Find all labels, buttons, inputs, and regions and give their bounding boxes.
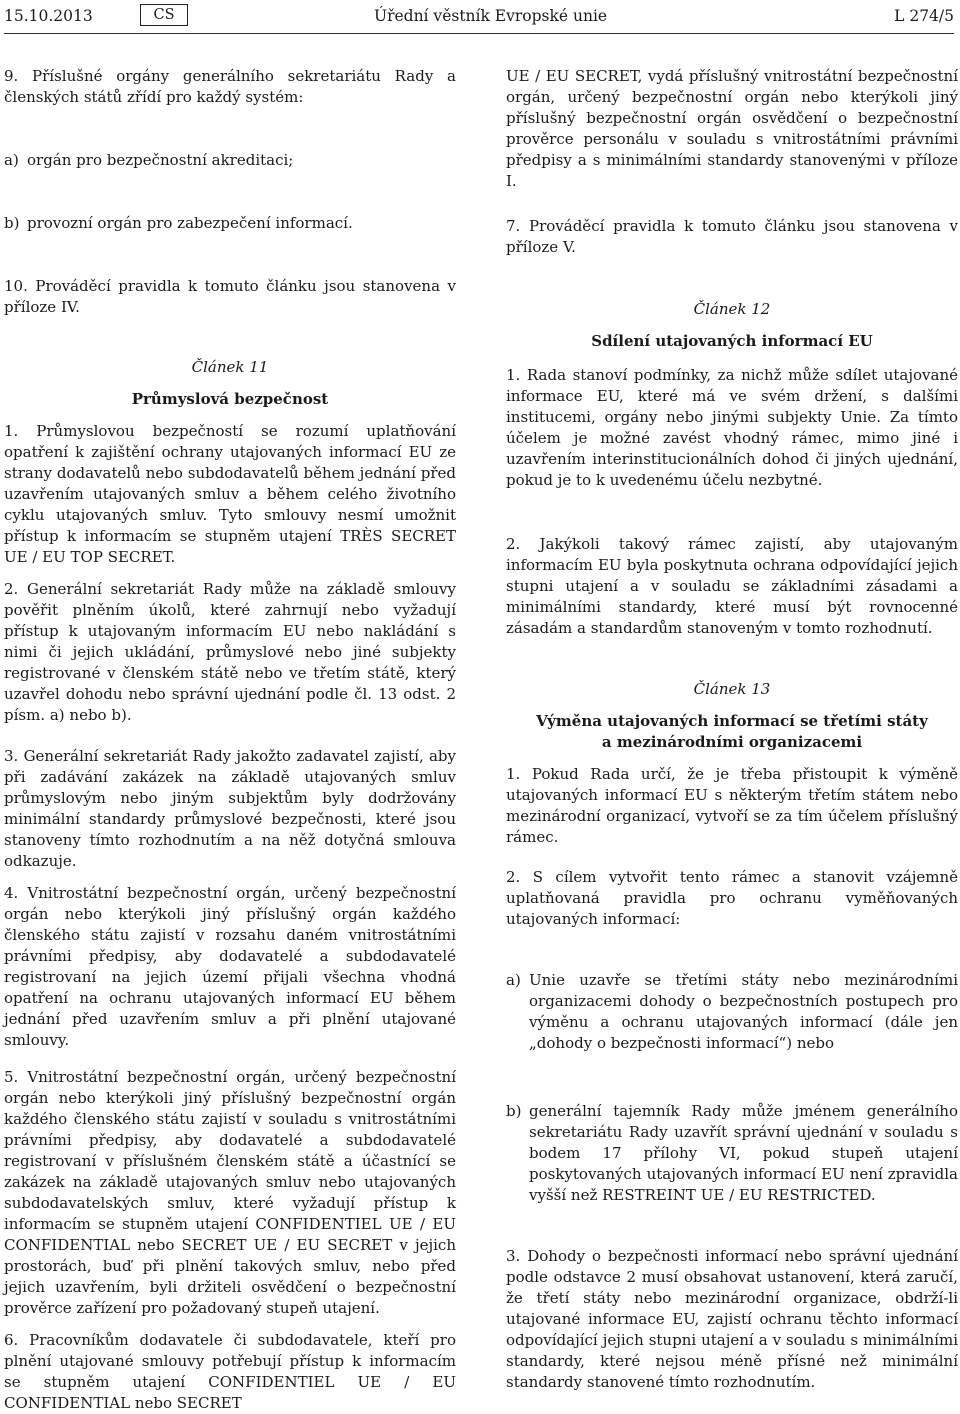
article-11-paragraph-2: 2. Generální sekretariát Rady může na základě smlouvy pověřit plněním úkolů, které zahrnují nebo vyžadují přístup k utajovaným informacím EU nebo nakládání s nimi či jejich ukládání, průmyslové nebo jiné subjekty registrované v členském státě nebo ve třetím státě, který uzavřel dohodu nebo správní ujednání podle čl. 13 odst. 2 písm. a) nebo b). (4, 580, 456, 724)
article-12-title: Sdílení utajovaných informací EU (591, 332, 873, 350)
list-text: generální tajemník Rady může jménem generálního sekretariátu Rady uzavřít správní ujednání v souladu s bodem 17 přílohy VI, pokud stupeň utajení poskytovaných utajovaných informací EU není zpravidla vyšší než RESTREINT UE / EU RESTRICTED. (529, 1102, 958, 1204)
journal-title: Úřední věstník Evropské unie (374, 7, 608, 25)
article-12-number: Článek 12 (693, 300, 771, 318)
article-12-paragraph-1: 1. Rada stanoví podmínky, za nichž může sdílet utajované informace EU, které má ve svém držení, s dalšími institucemi, orgány nebo jinými subjekty Unie. Za tímto účelem je možné zavést vhodný rámec, mimo jiné i uzavřením interinstitucionálních dohod či jiných ujednání, pokud je to k uvedenému účelu nezbytné. (506, 366, 958, 489)
list-label: b) (506, 1102, 522, 1120)
article-11-paragraph-3: 3. Generální sekretariát Rady jakožto zadavatel zajistí, aby při zadávání zakázek na základě utajovaných smluv průmyslovým nebo jiným subjektům byly dodržovány minimální standardy průmyslové bezpečnosti, které jsou stanoveny tímto rozhodnutím a na něž dotyčná smlouva odkazuje. (4, 747, 456, 870)
list-label: a) (4, 151, 19, 169)
paragraph-9: 9. Příslušné orgány generálního sekretariátu Rady a členských států zřídí pro každý systém: (4, 67, 456, 106)
paragraph-7: 7. Prováděcí pravidla k tomuto článku jsou stanovena v příloze V. (506, 217, 958, 256)
article-13-paragraph-2: 2. S cílem vytvořit tento rámec a stanovit vzájemně uplatňovaná pravidla pro ochranu vyměňovaných utajovaných informací: (506, 868, 958, 928)
article-11-paragraph-1: 1. Průmyslovou bezpečností se rozumí uplatňování opatření k zajištění ochrany utajovaných informací EU ze strany dodavatelů nebo subdodavatelů během jednání před uzavřením utajovaných smluv a během celého životního cyklu utajovaných smluv. Tyto smlouvy nesmí umožnit přístup k informacím se stupněm utajení TRÈS SECRET UE / EU TOP SECRET. (4, 422, 456, 566)
article-13-title-line-1: Výměna utajovaných informací se třetími státy (536, 712, 928, 730)
paragraph-6-continued: UE / EU SECRET, vydá příslušný vnitrostátní bezpečnostní orgán, určený bezpečnostní orgán nebo kterýkoli jiný příslušný bezpečnostní orgán osvědčení o bezpečnostní prověrce personálu v souladu s vnitrostátními právními předpisy a s minimálními standardy stanovenými v příloze I. (506, 67, 958, 190)
page-header (4, 4, 954, 30)
article-11-paragraph-5: 5. Vnitrostátní bezpečnostní orgán, určený bezpečnostní orgán nebo kterýkoli jiný příslušný bezpečnostní orgán každého členského státu zajistí v souladu s vnitrostátními právními předpisy, aby dodavatelé a subdodavatelé registrovaní v příslušném členském státě a účastnící se zakázek na základě utajovaných smluv nebo utajovaných subdodavatelských smluv, které vyžadují přístup k informacím se stupněm utajení CONFIDENTIEL UE / EU CONFIDENTIAL nebo SECRET UE / EU SECRET v jejich prostorách, buď při plnění takových smluv, nebo před jejich uzavřením, byli držiteli osvědčení o bezpečnostní prověrce zařízení pro požadovaný stupeň utajení. (4, 1068, 456, 1317)
list-item-13a (506, 970, 958, 1054)
article-11-title: Průmyslová bezpečnost (131, 390, 329, 408)
header-divider (4, 33, 954, 34)
list-item-13b (506, 1101, 958, 1206)
page-reference: L 274/5 (894, 7, 954, 25)
publication-date: 15.10.2013 (4, 7, 93, 25)
list-label: a) (506, 971, 521, 989)
list-text: provozní orgán pro zabezpečení informací. (27, 214, 353, 232)
article-12-paragraph-2: 2. Jakýkoli takový rámec zajistí, aby utajovaným informacím EU byla poskytnuta ochrana odpovídající jejich stupni utajení a v souladu se základními zásadami a minimálními standardy, které musí být rovnocenné zásadám a standardům stanoveným v tomto rozhodnutí. (506, 535, 958, 637)
article-13-paragraph-1: 1. Pokud Rada určí, že je třeba přistoupit k výměně utajovaných informací EU s některým třetím státem nebo mezinárodní organizací, vytvoří se za tím účelem příslušný rámec. (506, 765, 958, 846)
list-text: Unie uzavře se třetími státy nebo mezinárodními organizacemi dohody o bezpečnostních postupech pro výměnu a ochranu utajovaných informací (dále jen „dohody o bezpečnosti informací“) nebo (529, 971, 958, 1052)
list-item-9b (4, 213, 456, 234)
list-label: b) (4, 214, 20, 232)
paragraph-10: 10. Prováděcí pravidla k tomuto článku jsou stanovena v příloze IV. (4, 277, 456, 316)
article-11-paragraph-6: 6. Pracovníkům dodavatele či subdodavatele, kteří pro plnění utajované smlouvy potřebují přístup k informacím se stupněm utajení CONFIDENTIEL UE / EU CONFIDENTIAL nebo SECRET (4, 1331, 456, 1412)
list-text: orgán pro bezpečnostní akreditaci; (27, 151, 294, 169)
article-13-number: Článek 13 (693, 680, 771, 698)
article-13-paragraph-3: 3. Dohody o bezpečnosti informací nebo správní ujednání podle odstavce 2 musí obsahovat ustanovení, která zaručí, že třetí státy nebo mezinárodní organizace, obdrží-li utajované informace EU, zajistí ochranu těchto informací odpovídající jejich stupni utajení a v souladu s minimálními standardy, které nejsou méně přísné než minimální standardy stanovené tímto rozhodnutím. (506, 1247, 958, 1391)
article-13-title-line-2: a mezinárodními organizacemi (601, 733, 863, 751)
article-11-number: Článek 11 (191, 358, 269, 376)
list-item-9a (4, 150, 456, 171)
language-badge: CS (140, 4, 188, 26)
article-11-paragraph-4: 4. Vnitrostátní bezpečnostní orgán, určený bezpečnostní orgán nebo kterýkoli jiný příslušný orgán každého členského státu zajistí v rozsahu daném vnitrostátními právními předpisy, aby dodavatelé a subdodavatelé registrovaní na jejich území přijali všechna vhodná opatření na ochranu utajovaných informací EU během jednání před uzavřením smluv a při plnění utajované smlouvy. (4, 884, 456, 1049)
